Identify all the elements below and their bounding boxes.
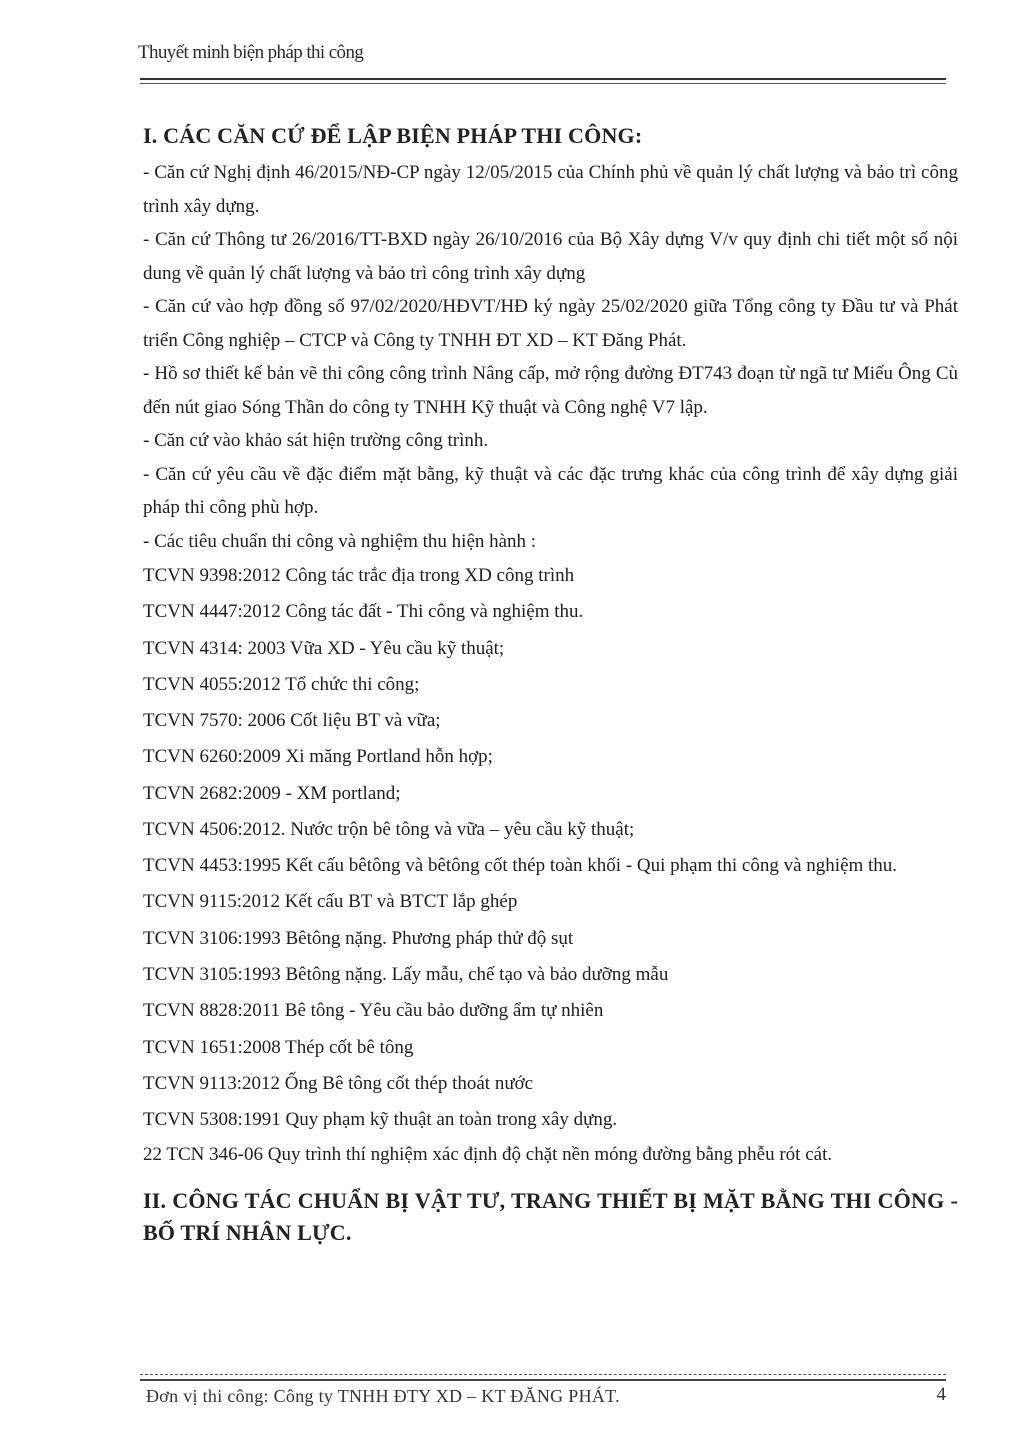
standard-item: TCVN 3106:1993 Bêtông nặng. Phương pháp thử độ sụt [143,927,574,949]
standard-item: TCVN 8828:2011 Bê tông - Yêu cầu bảo dưỡng ẩm tự nhiên [143,1000,604,1022]
paragraph: - Căn cứ yêu cầu về đặc điểm mặt bằng, kỹ thuật và các đặc trưng khác của công trình để xây dựng giải pháp thi công phù hợp. [143,463,958,518]
header-rule [140,78,946,80]
standard-item: TCVN 4447:2012 Công tác đất - Thi công và nghiệm thu. [143,601,584,623]
standard-item: TCVN 1651:2008 Thép cốt bê tông [143,1036,414,1058]
paragraph: - Căn cứ vào hợp đồng số 97/02/2020/HĐVT/HĐ ký ngày 25/02/2020 giữa Tổng công ty Đầu tư và Phát triển Công nghiệp – CTCP và Công ty TNHH ĐT XD – KT Đăng Phát. [143,296,958,351]
footer-text: Đơn vị thi công: Công ty TNHH ĐTY XD – KT ĐĂNG PHÁT. [146,1386,620,1406]
standard-item: TCVN 4506:2012. Nước trộn bê tông và vữa – yêu cầu kỹ thuật; [143,819,635,841]
section-1-heading: I. CÁC CĂN CỨ ĐỂ LẬP BIỆN PHÁP THI CÔNG: [143,123,643,148]
header-title: Thuyết minh biện pháp thi công [138,42,364,63]
paragraph: - Căn cứ Thông tư 26/2016/TT-BXD ngày 26/10/2016 của Bộ Xây dựng V/v quy định chi tiết một số nội dung về quản lý chất lượng và bảo trì công trình xây dựng [143,229,958,284]
standard-item-last: 22 TCN 346-06 Quy trình thí nghiệm xác định độ chặt nền móng đường bằng phễu rót cát. [143,1144,833,1166]
paragraph: - Căn cứ vào khảo sát hiện trường công trình. [143,430,489,451]
standard-item: TCVN 9398:2012 Công tác trắc địa trong XD công trình [143,565,575,586]
document-body [143,120,958,1249]
section-2-heading: II. CÔNG TÁC CHUẨN BỊ VẬT TƯ, TRANG THIẾT BỊ MẶT BẰNG THI CÔNG - BỐ TRÍ NHÂN LỰC. [143,1188,958,1246]
paragraph: - Các tiêu chuẩn thi công và nghiệm thu hiện hành : [143,530,537,552]
paragraph: - Hồ sơ thiết kế bản vẽ thi công công trình Nâng cấp, mở rộng đường ĐT743 đoạn từ ngã tư Miếu Ông Cù đến nút giao Sóng Thần do công ty TNHH Kỹ thuật và Công nghệ V7 lập. [143,363,958,418]
footer-rule [140,1374,946,1375]
footer-rule-thick [140,1379,946,1381]
standard-item: TCVN 4453:1995 Kết cấu bêtông và bêtông cốt thép toàn khối - Qui phạm thi công và nghiệm thu. [143,855,898,877]
standard-item: TCVN 9113:2012 Ống Bê tông cốt thép thoát nước [143,1072,534,1094]
page-number: 4 [936,1384,946,1405]
standard-item: TCVN 4055:2012 Tổ chức thi công; [143,673,420,695]
standard-item: TCVN 6260:2009 Xi măng Portland hỗn hợp; [143,746,493,768]
paragraph: - Căn cứ Nghị định 46/2015/NĐ-CP ngày 12/05/2015 của Chính phủ về quản lý chất lượng và bảo trì công trình xây dựng. [143,162,958,217]
standard-item: TCVN 4314: 2003 Vữa XD - Yêu cầu kỹ thuật; [143,637,505,659]
standard-item: TCVN 7570: 2006 Cốt liệu BT và vữa; [143,710,441,732]
standard-item: TCVN 3105:1993 Bêtông nặng. Lấy mẫu, chế tạo và bảo dưỡng mẫu [143,963,669,985]
standard-item: TCVN 9115:2012 Kết cấu BT và BTCT lắp ghép [143,891,518,913]
header-rule-thin [140,83,946,84]
standard-item: TCVN 5308:1991 Quy phạm kỹ thuật an toàn trong xây dựng. [143,1109,618,1131]
standard-item: TCVN 2682:2009 - XM portland; [143,782,401,804]
